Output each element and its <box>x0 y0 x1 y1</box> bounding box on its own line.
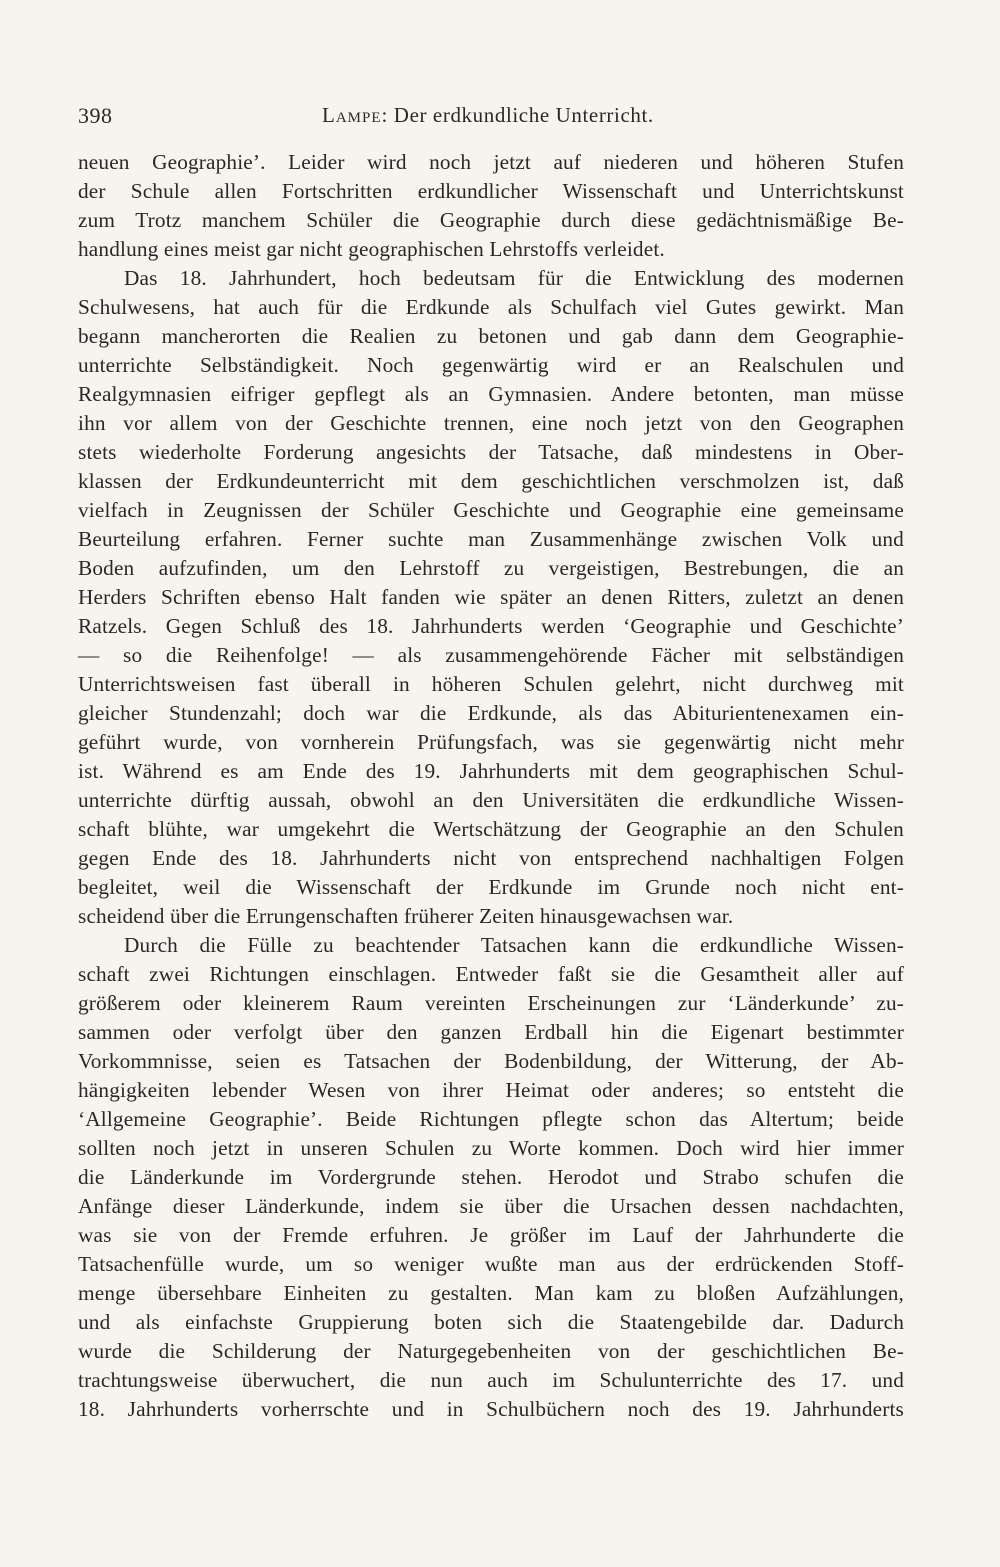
text-line: handlung eines meist gar nicht geographischen Lehrstoffs verleidet. <box>78 237 665 261</box>
text-line: stets wiederholte Forderung angesichts der Tatsache, daß mindestens in Ober- <box>78 440 904 464</box>
page-number: 398 <box>78 103 113 128</box>
text-line: Beurteilung erfahren. Ferner suchte man Zusammenhänge zwischen Volk und <box>78 527 904 551</box>
text-line: Durch die Fülle zu beachtender Tatsachen kann die erdkundliche Wissen- <box>124 933 904 957</box>
text-line: ihn vor allem von der Geschichte trennen, eine noch jetzt von den Geographen <box>78 411 904 435</box>
text-line: wurde die Schilderung der Naturgegebenheiten von der geschichtlichen Be- <box>78 1339 904 1363</box>
text-line: vielfach in Zeugnissen der Schüler Geschichte und Geographie eine gemeinsame <box>78 498 904 522</box>
text-line: Ratzels. Gegen Schluß des 18. Jahrhunderts werden ‘Geographie und Geschichte’ <box>78 614 904 638</box>
text-line: gleicher Stundenzahl; doch war die Erdkunde, als das Abiturientenexamen ein- <box>78 701 904 725</box>
text-line: unterrichte Selbständigkeit. Noch gegenwärtig wird er an Realschulen und <box>78 353 904 377</box>
text-line: geführt wurde, von vornherein Prüfungsfach, was sie gegenwärtig nicht mehr <box>78 730 904 754</box>
text-line: Vorkommnisse, seien es Tatsachen der Bodenbildung, der Witterung, der Ab- <box>78 1049 904 1073</box>
text-line: was sie von der Fremde erfuhren. Je größer im Lauf der Jahrhunderte die <box>78 1223 904 1247</box>
text-line: menge übersehbare Einheiten zu gestalten. Man kam zu bloßen Aufzählungen, <box>78 1281 904 1305</box>
text-line: Herders Schriften ebenso Halt fanden wie später an denen Ritters, zuletzt an denen <box>78 585 904 609</box>
text-line: der Schule allen Fortschritten erdkundlicher Wissenschaft und Unterrichtskunst <box>78 179 904 203</box>
body-text <box>78 148 904 1424</box>
running-head-author: Lampe <box>322 103 382 127</box>
text-line: gegen Ende des 18. Jahrhunderts nicht von entsprechend nachhaltigen Folgen <box>78 846 904 870</box>
page-header <box>78 103 904 133</box>
text-line: sollten noch jetzt in unseren Schulen zu Worte kommen. Doch wird hier immer <box>78 1136 904 1160</box>
text-line: Boden aufzufinden, um den Lehrstoff zu vergeistigen, Bestrebungen, die an <box>78 556 904 580</box>
running-head-title: : Der erdkundliche Unterricht. <box>381 103 654 127</box>
text-line: zum Trotz manchem Schüler die Geographie durch diese gedächtnismäßige Be- <box>78 208 904 232</box>
running-head <box>322 103 654 128</box>
text-line: hängigkeiten lebender Wesen von ihrer Heimat oder anderes; so entsteht die <box>78 1078 904 1102</box>
paragraph <box>78 264 904 931</box>
text-line: — so die Reihenfolge! — als zusammengehörende Fächer mit selbständigen <box>78 643 904 667</box>
text-line: ist. Während es am Ende des 19. Jahrhunderts mit dem geographischen Schul- <box>78 759 904 783</box>
text-line: unterrichte dürftig aussah, obwohl an den Universitäten die erdkundliche Wissen- <box>78 788 904 812</box>
text-line: ‘Allgemeine Geographie’. Beide Richtungen pflegte schon das Altertum; beide <box>78 1107 904 1131</box>
paragraph <box>78 148 904 264</box>
text-line: und als einfachste Gruppierung boten sich die Staatengebilde dar. Dadurch <box>78 1310 904 1334</box>
text-line: scheidend über die Errungenschaften früherer Zeiten hinausgewachsen war. <box>78 904 734 928</box>
text-line: Anfänge dieser Länderkunde, indem sie über die Ursachen dessen nachdachten, <box>78 1194 904 1218</box>
text-line: schaft zwei Richtungen einschlagen. Entweder faßt sie die Gesamtheit aller auf <box>78 962 904 986</box>
paragraph <box>78 931 904 1424</box>
text-line: Tatsachenfülle wurde, um so weniger wußte man aus der erdrückenden Stoff- <box>78 1252 904 1276</box>
text-line: begleitet, weil die Wissenschaft der Erdkunde im Grunde noch nicht ent- <box>78 875 904 899</box>
text-line: Das 18. Jahrhundert, hoch bedeutsam für die Entwicklung des modernen <box>124 266 904 290</box>
text-line: klassen der Erdkundeunterricht mit dem geschichtlichen verschmolzen ist, daß <box>78 469 904 493</box>
text-line: Realgymnasien eifriger gepflegt als an Gymnasien. Andere betonten, man müsse <box>78 382 904 406</box>
text-line: begann mancherorten die Realien zu betonen und gab dann dem Geographie- <box>78 324 904 348</box>
text-line: neuen Geographie’. Leider wird noch jetzt auf niederen und höheren Stufen <box>78 150 904 174</box>
text-line: größerem oder kleinerem Raum vereinten Erscheinungen zur ‘Länderkunde’ zu- <box>78 991 904 1015</box>
text-line: 18. Jahrhunderts vorherrschte und in Schulbüchern noch des 19. Jahrhunderts <box>78 1397 904 1421</box>
text-line: trachtungsweise überwuchert, die nun auch im Schulunterrichte des 17. und <box>78 1368 904 1392</box>
text-line: Schulwesens, hat auch für die Erdkunde als Schulfach viel Gutes gewirkt. Man <box>78 295 904 319</box>
text-line: die Länderkunde im Vordergrunde stehen. Herodot und Strabo schufen die <box>78 1165 904 1189</box>
text-line: schaft blühte, war umgekehrt die Wertschätzung der Geographie an den Schulen <box>78 817 904 841</box>
text-line: Unterrichtsweisen fast überall in höheren Schulen gelehrt, nicht durchweg mit <box>78 672 904 696</box>
text-line: sammen oder verfolgt über den ganzen Erdball hin die Eigenart bestimmter <box>78 1020 904 1044</box>
